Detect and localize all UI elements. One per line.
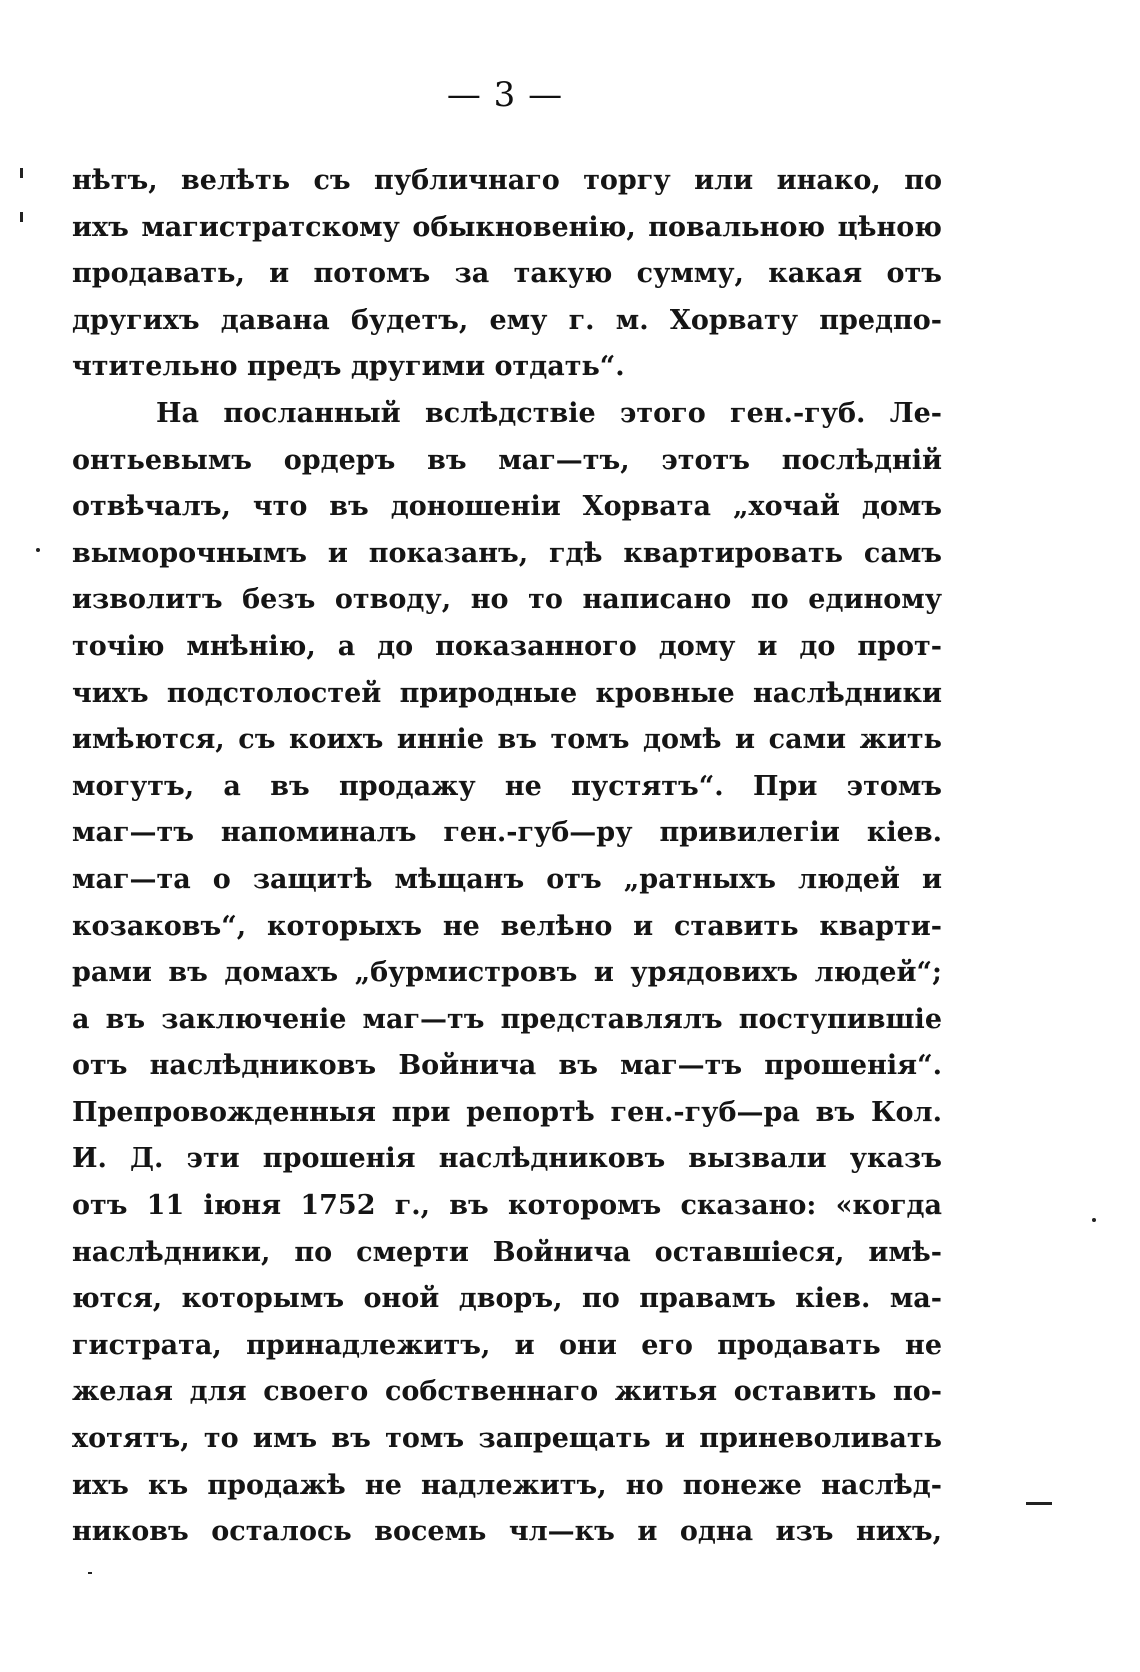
text-line: И. Д. эти прошенія наслѣдниковъ вызвали указъ — [72, 1143, 942, 1175]
scan-speck — [36, 548, 40, 552]
text-line: маг—тъ напоминалъ ген.-губ—ру привилегіи кіев. — [72, 817, 942, 849]
text-line: никовъ осталось восемь чл—къ и одна изъ нихъ, — [72, 1516, 942, 1548]
text-line: точію мнѣнію, а до показанного дому и до прот- — [72, 630, 942, 662]
text-line: маг—та о защитѣ мѣщанъ отъ „ратныхъ людей и — [72, 863, 942, 895]
text-line: ются, которымъ оной дворъ, по правамъ кіев. ма- — [72, 1283, 942, 1315]
page-number: — 3 — — [446, 75, 564, 115]
text-line: отъ 11 іюня 1752 г., въ которомъ сказано: «когда — [72, 1190, 942, 1222]
scan-speck — [1026, 1502, 1052, 1505]
scan-speck — [20, 212, 23, 222]
text-line: ихъ магистратскому обыкновенію, повальною цѣною — [72, 211, 942, 243]
text-line: гистрата, принадлежитъ, и они его продавать не — [72, 1329, 942, 1361]
text-line: а въ заключеніе маг—тъ представлялъ поступившіе — [72, 1003, 942, 1035]
text-line: хотятъ, то имъ въ томъ запрещать и приневоливать — [72, 1423, 942, 1455]
text-line: изволитъ безъ отводу, но то написано по единому — [72, 584, 942, 616]
text-line: онтьевымъ ордеръ въ маг—тъ, этотъ послѣдній — [72, 444, 942, 476]
text-line: рами въ домахъ „бурмистровъ и урядовихъ людей“; — [72, 957, 942, 989]
scan-speck — [88, 1572, 92, 1574]
text-line: могутъ, а въ продажу не пустятъ“. При этомъ — [72, 770, 942, 802]
scan-speck — [20, 168, 23, 178]
text-line: козаковъ“, которыхъ не велѣно и ставить кварти- — [72, 910, 942, 942]
text-line: выморочнымъ и показанъ, гдѣ квартировать самъ — [72, 537, 942, 569]
text-line: другихъ давана будетъ, ему г. м. Хорвату предпо- — [72, 304, 942, 336]
text-line: наслѣдники, по смерти Войнича оставшіеся, имѣ- — [72, 1236, 942, 1268]
text-line: отвѣчалъ, что въ доношеніи Хорвата „хочай домъ — [72, 491, 942, 523]
text-line: имѣются, съ коихъ инніе въ томъ домѣ и сами жить — [72, 724, 942, 756]
text-line: На посланный вслѣдствіе этого ген.-губ. Ле- — [156, 397, 942, 429]
text-line: чтительно предъ другими отдать“. — [72, 351, 625, 383]
text-line: отъ наслѣдниковъ Войнича въ маг—тъ прошенія“. — [72, 1050, 942, 1082]
text-line: чихъ подстолостей природные кровные наслѣдники — [72, 677, 942, 709]
text-line: Препровожденныя при репортѣ ген.-губ—ра въ Кол. — [72, 1096, 942, 1128]
scan-speck — [1092, 1218, 1096, 1222]
text-line: желая для своего собственнаго житья оставить по- — [72, 1376, 942, 1408]
text-line: ихъ къ продажѣ не надлежитъ, но понеже наслѣд- — [72, 1469, 942, 1501]
body-text — [72, 158, 942, 1556]
text-line: продавать, и потомъ за такую сумму, какая отъ — [72, 258, 942, 290]
text-line: нѣтъ, велѣть съ публичнаго торгу или инако, по — [72, 165, 942, 196]
